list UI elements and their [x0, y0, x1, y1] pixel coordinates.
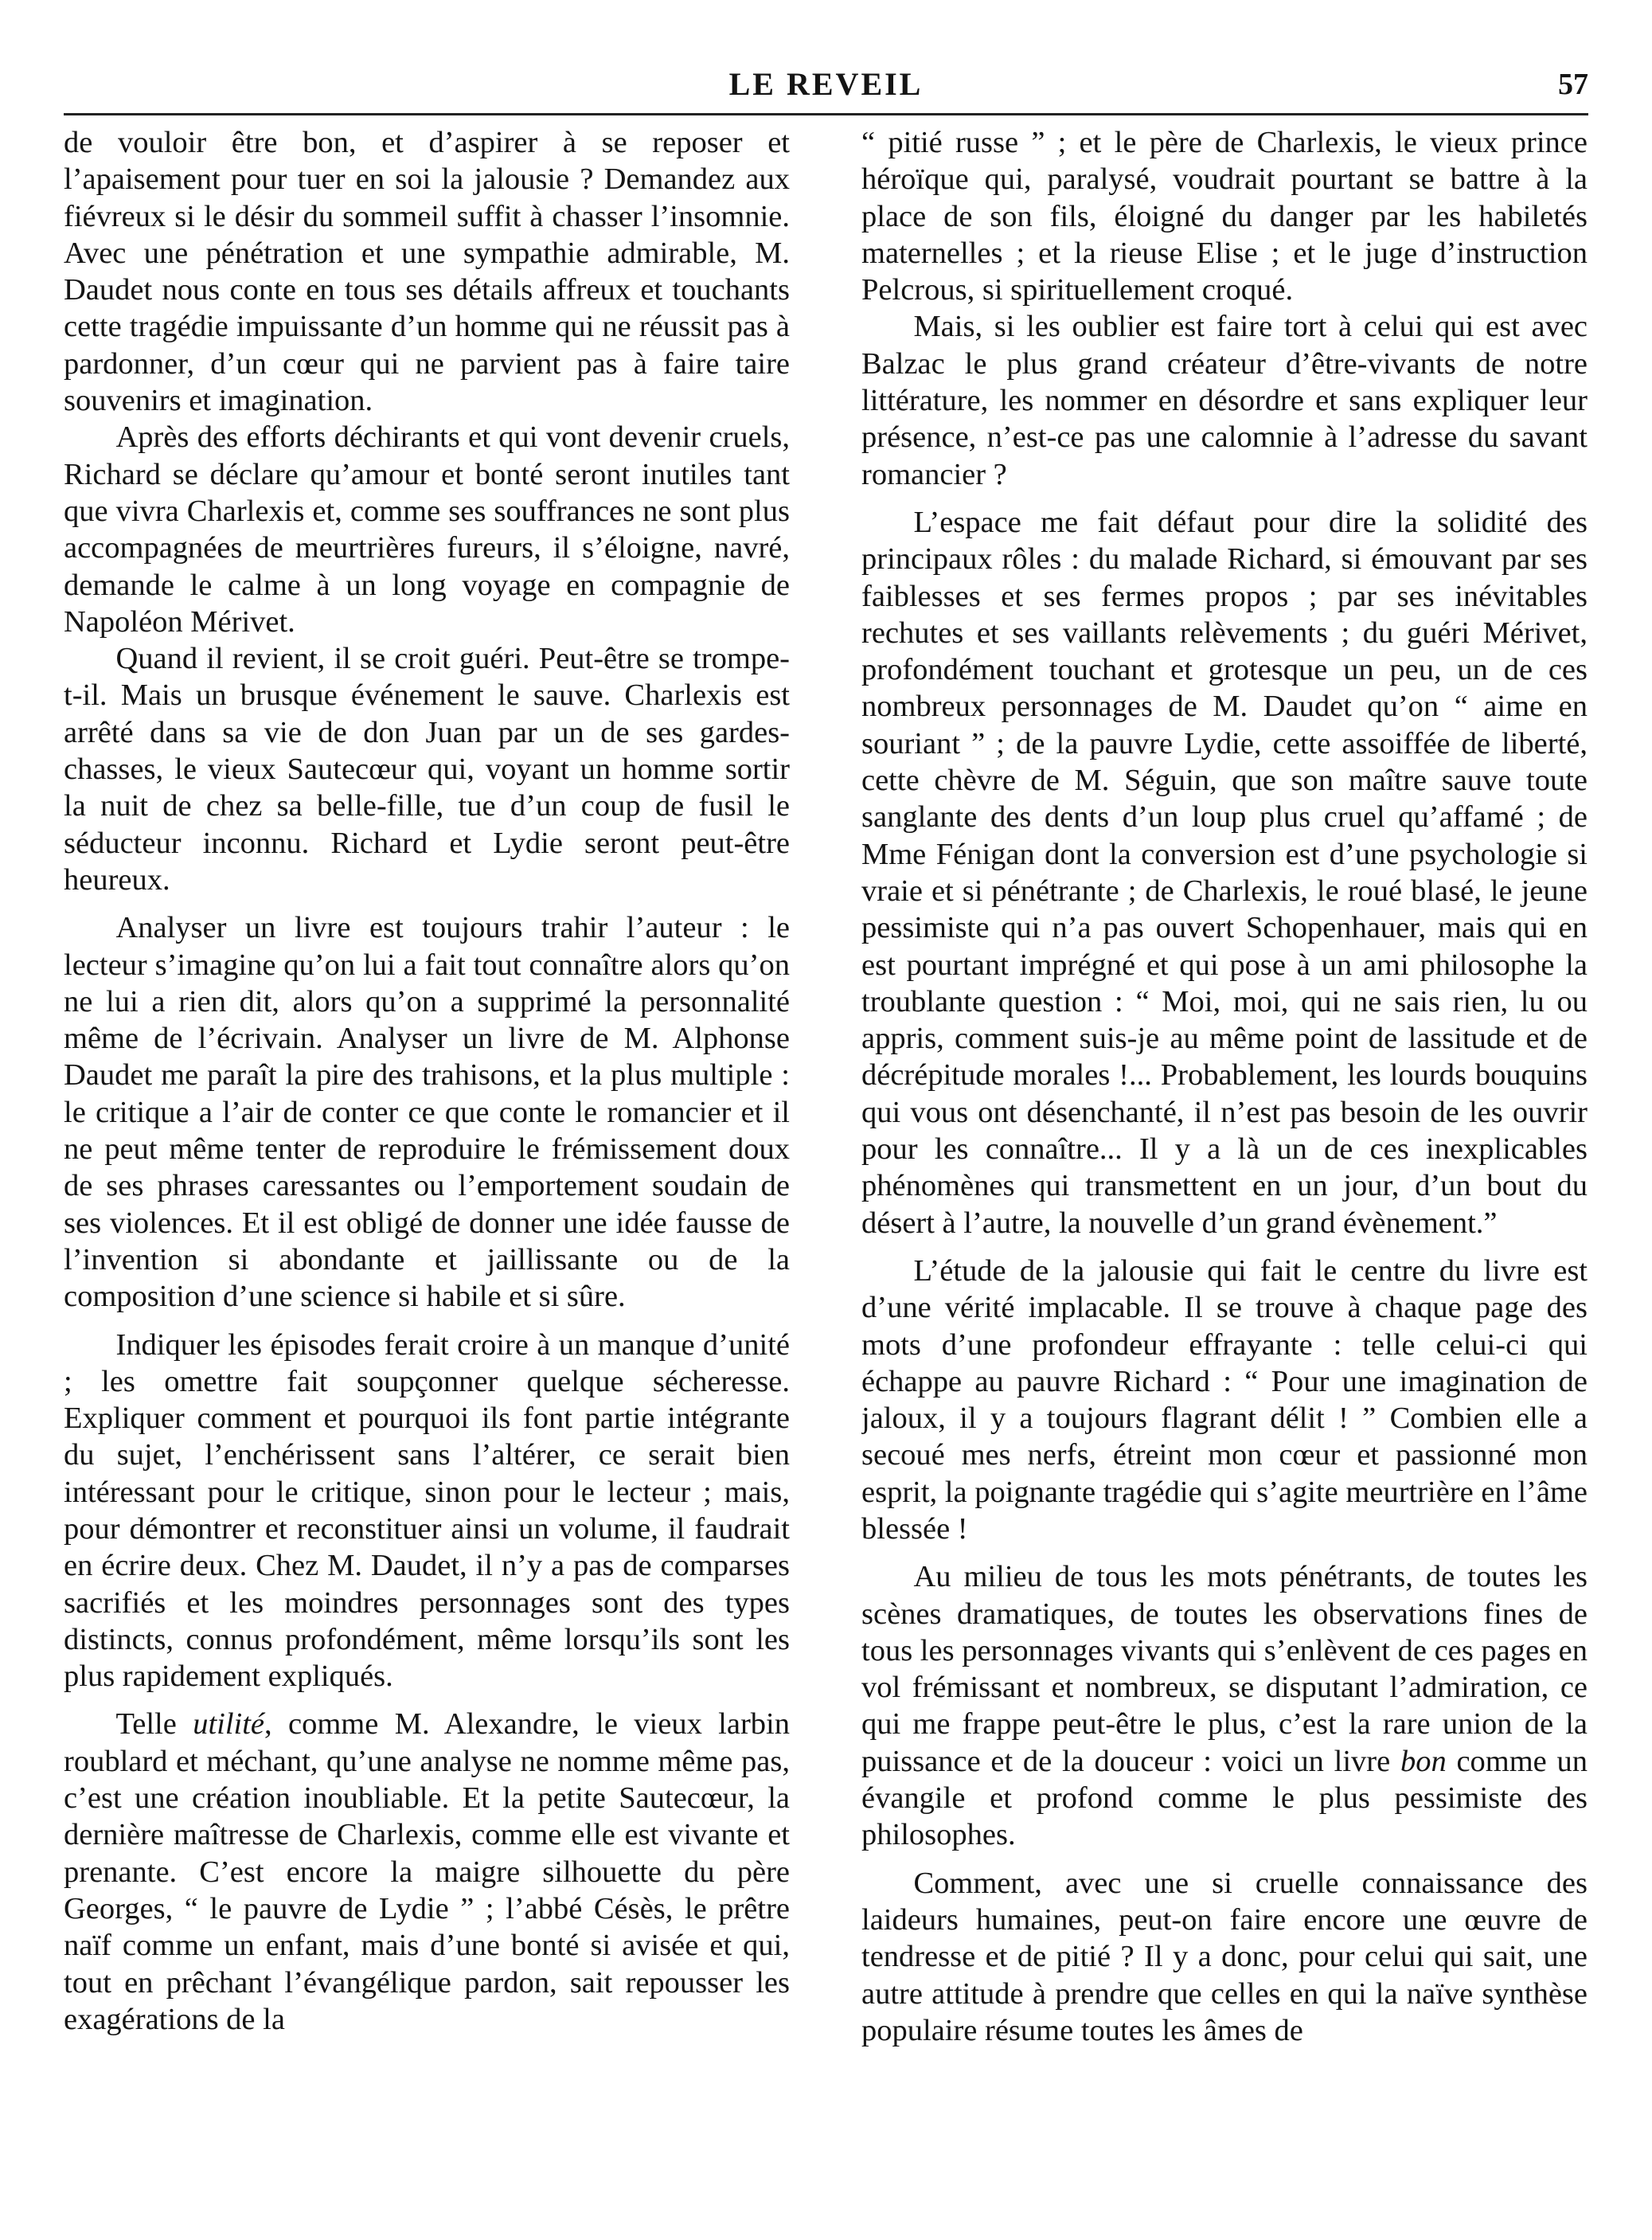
- text-run: , comme M. Alexandre, le vieux larbin roublard et méchant, qu’une analyse ne nomme même pas, c’est une création inoubliable. Et la petite Sautecœur, la dernière maîtresse de Charlexis, comme elle est vivante et prenante. C’est encore la maigre silhouette du père Georges, “ le pauvre de Lydie ” ; l’abbé Césès, le prêtre naïf comme un enfant, mais d’une bonté si avisée et qui, tout en prêchant l’évangélique pardon, sait repousser les exagérations de la: [64, 1707, 790, 2036]
- paragraph: L’étude de la jalousie qui fait le centre du livre est d’une vérité implacable. Il se trouve à chaque page des mots d’une profondeur effrayante : telle celui-ci qui échappe au pauvre Richard : “ Pour une imagination de jaloux, il y a toujours flagrant délit ! ” Combien elle a secoué mes nerfs, étreint mon cœur et passionné mon esprit, la poignante tragédie qui s’agite meurtrière en l’âme blessée !: [861, 1253, 1588, 1546]
- text-run: Telle: [115, 1707, 193, 1742]
- paragraph: de vouloir être bon, et d’aspirer à se reposer et l’apaisement pour tuer en soi la jalousie ? Demandez aux fiévreux si le désir du sommeil suffit à chasser l’insomnie. Avec une pénétration et une sympathie admirable, M. Daudet nous conte en tous ses détails affreux et touchants cette tragédie impuissante d’un homme qui ne réussit pas à pardonner, d’un cœur qui ne parvient pas à faire taire souvenirs et imagination.: [64, 126, 790, 418]
- page-number: 57: [1558, 68, 1588, 101]
- running-header: [64, 62, 1588, 115]
- paragraph: Analyser un livre est toujours trahir l’auteur : le lecteur s’imagine qu’on lui a fait tout connaître alors qu’on ne lui a rien dit, alors qu’on a supprimé la personnalité même de l’écrivain. Analyser un livre de M. Alphonse Daudet me paraît la pire des trahisons, et la plus multiple : le critique a l’air de conter ce que conte le romancier et il ne peut même tenter de reproduire le frémissement doux de ses phrases caressantes ou l’emportement soudain de ses violences. Et il est obligé de donner une idée fausse de l’invention si abondante et jaillissante ou de la composition d’une science si habile et si sûre.: [64, 911, 790, 1314]
- journal-title: LE REVEIL: [728, 66, 924, 102]
- text-run: Au milieu de tous les mots pénétrants, de toutes les scènes dramatiques, de toutes les observations fines de tous les personnages vivants qui s’enlèvent de ces pages en vol frémissant et nombreux, se disputant l’admiration, ce qui me frappe peut-être le plus, c’est la rare union de la puissance et de la douceur : voici un livre: [861, 1560, 1588, 1778]
- left-column: [64, 124, 790, 2211]
- paragraph: Après des efforts déchirants et qui vont devenir cruels, Richard se déclare qu’amour et bonté seront inutiles tant que vivra Charlexis et, comme ses souffrances ne sont plus accompagnées de meurtrières fureurs, il s’éloigne, navré, demande le calme à un long voyage en compagnie de Napoléon Mérivet.: [64, 420, 790, 639]
- paragraph: Mais, si les oublier est faire tort à celui qui est avec Balzac le plus grand créateur d’être-vivants de notre littérature, les nommer en désordre et sans expliquer leur présence, n’est-ce pas une calomnie à l’adresse du savant romancier ?: [861, 310, 1588, 491]
- paragraph: [64, 1706, 790, 2038]
- paragraph: Indiquer les épisodes ferait croire à un manque d’unité ; les omettre fait soupçonner quelque sécheresse. Expliquer comment et pourquoi ils font partie intégrante du sujet, l’enchérissent sans l’altérer, ce serait bien intéressant pour le critique, sinon pour le lecteur ; mais, pour démontrer et reconstituer ainsi un volume, il faudrait en écrire deux. Chez M. Daudet, il n’y a pas de comparses sacrifiés et les moindres personnages sont des types distincts, connus profondément, même lorsqu’ils sont les plus rapidement expliqués.: [64, 1327, 790, 1694]
- paragraph: Quand il revient, il se croit guéri. Peut-être se trompe-t-il. Mais un brusque événement le sauve. Charlexis est arrêté dans sa vie de don Juan par un de ses gardes-chasses, le vieux Sautecœur qui, voyant un homme sortir la nuit de chez sa belle-fille, tue d’un coup de fusil le séducteur inconnu. Richard et Lydie seront peut-être heureux.: [64, 642, 790, 897]
- text-run: comme un évangile et profond comme le plus pessimiste des philosophes.: [861, 1744, 1588, 1852]
- paragraph: L’espace me fait défaut pour dire la solidité des principaux rôles : du malade Richard, si émouvant par ses faiblesses et ses fermes propos ; par ses inévitables rechutes et ses vaillants relèvements ; du guéri Mérivet, profondément touchant et grotesque un peu, un de ces nombreux personnages de M. Daudet qu’on “ aime en souriant ” ; de la pauvre Lydie, cette assoiffée de liberté, cette chèvre de M. Séguin, que son maître sauve toute sanglante des dents d’un loup plus cruel qu’affamé ; de Mme Fénigan dont la conversion est d’une psychologie si vraie et si pénétrante ; de Charlexis, le roué blasé, le jeune pessimiste qui n’a pas ouvert Schopenhauer, mais qui en est pourtant imprégné et qui pose à un ami philosophe la troublante question : “ Moi, moi, qui ne sais rien, lu ou appris, comment suis-je au même point de lassitude et de décrépitude morales !... Probablement, les lourds bouquins qui vous ont désenchanté, il n’est pas besoin de les ouvrir pour les connaître... Il y a là un de ces inexplicables phénomènes qui transmettent en un jour, d’un bout du désert à l’autre, la nouvelle d’un grand évènement.”: [861, 505, 1588, 1240]
- paragraph: Comment, avec une si cruelle connaissance des laideurs humaines, peut-on faire encore une œuvre de tendresse et de pitié ? Il y a donc, pour celui qui sait, une autre attitude à prendre que celles en qui la naïve synthèse populaire résume toutes les âmes de: [861, 1866, 1588, 2047]
- italic-term: bon: [1400, 1744, 1447, 1778]
- italic-term: utilité: [193, 1707, 265, 1742]
- paragraph: [861, 1558, 1588, 1853]
- paragraph: “ pitié russe ” ; et le père de Charlexis, le vieux prince héroïque qui, paralysé, voudrait pourtant se battre à la place de son fils, éloigné du danger par les habiletés maternelles ; et la rieuse Elise ; et le juge d’instruction Pelcrous, si spirituellement croqué.: [861, 126, 1588, 307]
- right-column: [861, 124, 1588, 2211]
- header-rule: [64, 113, 1588, 115]
